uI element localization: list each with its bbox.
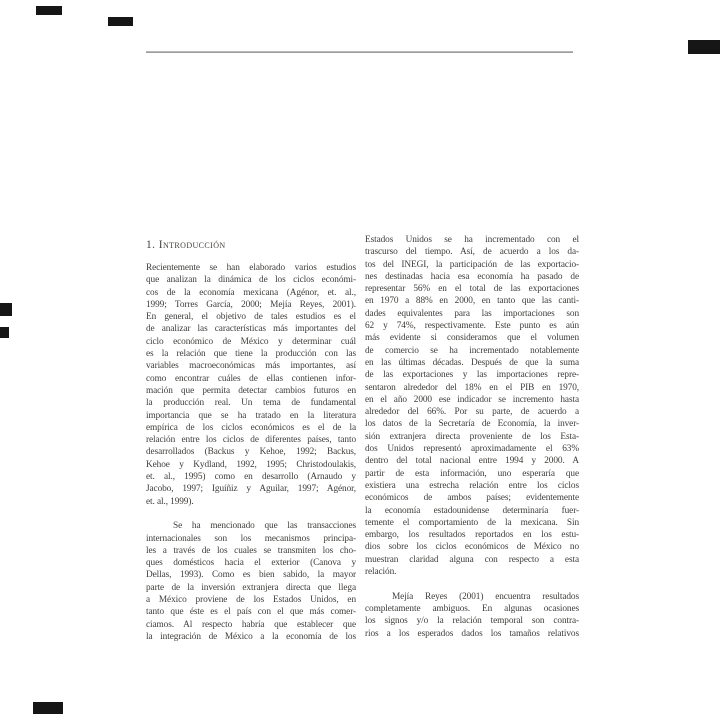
scan-artifact [0, 327, 9, 338]
text-line: más evidente si consideramos que el volumen [365, 333, 579, 344]
text-line: existiera una estrecha relación entre los ciclos [365, 480, 579, 491]
text-line: a México proviene de los Estados Unidos, en [146, 595, 356, 606]
column-right-paragraphs [365, 234, 579, 640]
text-line: alrededor del 66%. Por su parte, de acuerdo a [365, 407, 579, 418]
text-line: Recientemente se han elaborado varios estudios [146, 263, 356, 273]
text-line: partir de esta información, uno esperaría que [365, 468, 579, 479]
text-line: Kehoe y Kydland, 1992, 1995; Christodoulakis, [146, 459, 356, 470]
column-left-paragraphs [146, 262, 356, 643]
text-line: Mejía Reyes (2001) encuentra resultados [392, 591, 579, 602]
column-right [365, 234, 579, 643]
text-line: internacionales son los mecanismos principa- [146, 533, 356, 544]
text-line: representar 56% en el total de las exportaciones [365, 284, 579, 295]
paragraph [146, 520, 356, 643]
text-line: cos de la economía mexicana (Agénor, et. al., [146, 287, 356, 298]
text-line: completamente ambiguos. En algunas ocasiones [365, 603, 579, 614]
text-line: dentro del total nacional entre 1994 y 2000. A [365, 456, 579, 467]
text-line: dios sobre los ciclos económicos de México no [365, 542, 579, 553]
text-line: et. al., 1999). [146, 496, 194, 507]
text-line: de analizar las características más importantes del [146, 324, 356, 335]
text-line: en el año 2000 ese indicador se incremento hasta [365, 394, 579, 405]
text-line: 1999; Torres García, 2000; Mejía Reyes, 2001). [146, 299, 356, 310]
text-line: sión extranjera directa proveniente de los Esta- [365, 431, 579, 442]
text-line: en 1970 a 88% en 2000, en tanto que las canti- [365, 296, 579, 307]
text-line: tanto que éste es el país con el que más comer- [146, 607, 356, 618]
text-line: la economía estadounidense determinaría fuer- [365, 505, 579, 516]
text-line: Se ha mencionado que las transacciones [173, 521, 356, 532]
text-line: desarrollados (Backus y Kehoe, 1992; Backus, [146, 447, 356, 458]
text-line: los datos de la Secretaría de Economía, la inver- [365, 419, 579, 430]
text-line: como encontrar cuáles de ellas contienen infor- [146, 373, 356, 384]
text-line: dades equivalentes para las importaciones son [365, 308, 579, 319]
scan-artifact [0, 303, 12, 316]
text-line: Estados Unidos se ha incrementado con el [365, 235, 579, 245]
scan-artifact [688, 40, 720, 54]
text-line: los signos y/o la relación temporal son contra- [365, 616, 579, 627]
text-line: Dellas, 1993). Como es bien sabido, la mayor [146, 570, 356, 581]
text-line: temente el comportamiento de la mexicana. Sin [365, 517, 579, 528]
text-line: En general, el objetivo de tales estudios es el [146, 312, 356, 323]
text-line: parte de la inversión extranjera directa que llega [146, 582, 356, 593]
text-line: muestran claridad alguna con respecto a esta [365, 554, 579, 565]
text-line: en las últimas décadas. Después de que la suma [365, 357, 579, 368]
scan-artifact [108, 17, 133, 26]
text-line: embargo, los resultados reportados en los estu- [365, 530, 579, 541]
text-line: la integración de México a la economía de los [146, 631, 356, 642]
text-line: Jacobo, 1997; Iguíñiz y Aguilar, 1997; Agénor, [146, 484, 356, 495]
text-line: ques domésticos hacia el exterior (Canova y [146, 558, 356, 569]
text-line: es la relación que tiene la producción con las [146, 349, 356, 360]
section-title: Introducción [158, 239, 226, 251]
text-line: les a través de los cuales se transmiten los cho- [146, 545, 356, 556]
text-line: variables macroeconómicas más importantes, así [146, 361, 356, 372]
text-line: rios a los esperados dados los tamaños relativos [365, 628, 579, 639]
text-line: ciamos. Al respecto habría que establecer que [146, 619, 356, 630]
text-line: nes destinadas hacia esa economía ha pasado de [365, 271, 579, 282]
scan-artifact [36, 6, 62, 15]
text-line: la producción real. Un tema de fundamental [146, 398, 356, 409]
text-line: mación que permita detectar cambios futuros en [146, 385, 356, 396]
column-left [146, 234, 356, 643]
paragraph [365, 591, 579, 640]
text-line: 62 y 74%, respectivamente. Este punto es aún [365, 321, 579, 332]
text-line: de las exportaciones y las importaciones repre- [365, 370, 579, 381]
text-line: importancia que se ha tratado en la literatura [146, 410, 356, 421]
header-rule [146, 51, 573, 53]
text-line: de comercio se ha incrementado notablemente [365, 345, 579, 356]
text-line: económicos de ambos países; evidentemente [365, 493, 579, 504]
text-line: relación. [365, 567, 397, 578]
text-line: tos del INEGI, la participación de las exportacio- [365, 259, 579, 270]
text-line: empírica de los ciclos económicos es el de la [146, 422, 356, 433]
paragraph [365, 234, 579, 578]
paragraph [146, 262, 356, 508]
text-line: sentaron alrededor del 18% en el PIB en 1970, [365, 382, 579, 393]
text-line: dos Unidos representó aproximadamente el 63% [365, 444, 579, 455]
text-line: trascurso del tiempo. Así, de acuerdo a los da- [365, 247, 579, 258]
two-column-text-block [146, 234, 579, 643]
scan-artifact [33, 702, 63, 714]
text-line: et. al., 1995) como en desarrollo (Arnaudo y [146, 472, 356, 483]
text-line: que analizan la dinámica de los ciclos económi- [146, 275, 356, 286]
section-heading [146, 238, 356, 252]
text-line: relación entre los ciclos de diferentes países, tanto [146, 435, 356, 446]
section-number: 1. [146, 239, 156, 251]
text-line: ciclo económico de México y determinar cuál [146, 336, 356, 347]
